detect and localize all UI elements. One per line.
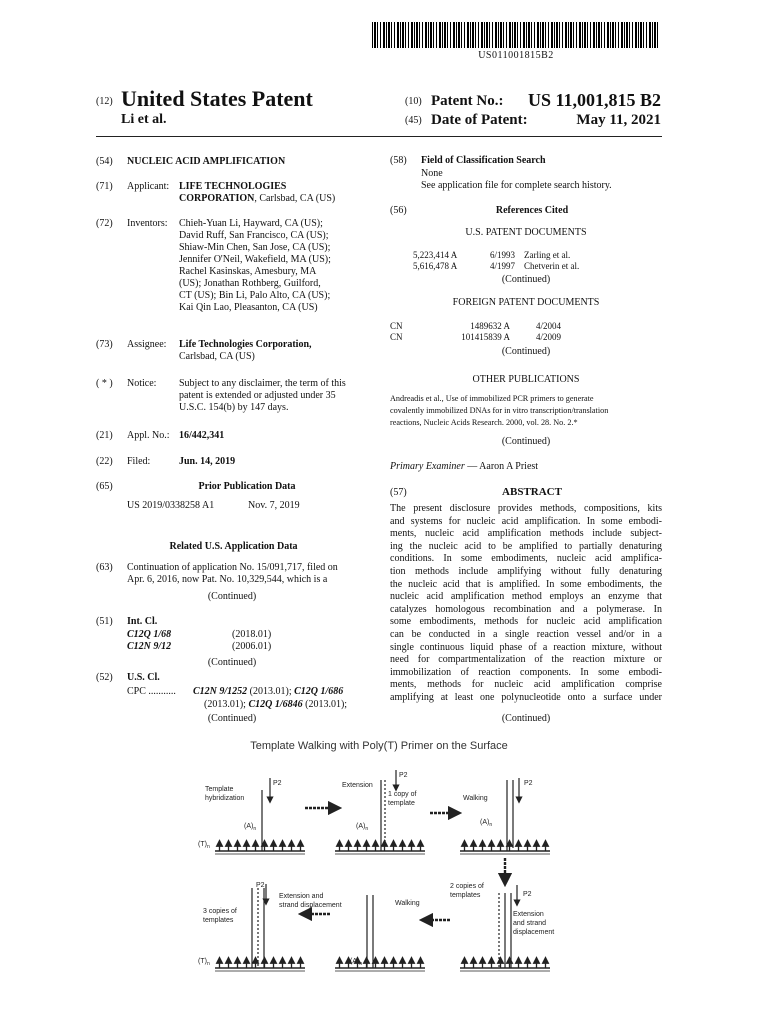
date-number: (45): [405, 115, 422, 126]
panel-label: Walking: [463, 795, 488, 802]
patent-title: NUCLEIC ACID AMPLIFICATION: [127, 156, 286, 167]
abstract-line: ing the nucleic acid to be amplified to partially denaturing: [390, 540, 662, 552]
inventor-line: Chieh-Yuan Li, Hayward, CA (US);: [179, 218, 323, 229]
applicant-label: Applicant:: [127, 181, 170, 192]
other-publications-title: OTHER PUBLICATIONS: [472, 374, 580, 385]
p2-label: P2: [256, 882, 265, 889]
citation-line: reactions, Nucleic Acids Research. 2000, vol. 28. No. 2.*: [390, 418, 578, 427]
field-21-num: (21): [96, 430, 113, 441]
us-doc-date: 6/1993: [490, 250, 516, 260]
inventor-line: David Ruff, San Francisco, CA (US);: [179, 230, 329, 241]
subscript: n: [206, 844, 210, 850]
us-doc-date: 4/1997: [490, 261, 516, 271]
notice-num: ( * ): [96, 378, 113, 389]
appl-no-value: 16/442,341: [179, 430, 225, 441]
abstract-line: ments, methods for nucleic acid amplification comprise: [390, 679, 662, 691]
notice-label: Notice:: [127, 378, 157, 389]
cpc-label: CPC ...........: [127, 686, 176, 697]
int-cl-continued: (Continued): [207, 657, 257, 668]
patno-label: Patent No.:: [431, 93, 504, 109]
panel-label: hybridization: [205, 795, 245, 802]
us-doc-author: Chetverin et al.: [524, 261, 580, 271]
panel-label: 2 copies of: [450, 883, 484, 890]
panel-label: Extension: [342, 782, 373, 789]
cpc-code: C12Q 1/686: [294, 686, 344, 697]
related-app-title: Related U.S. Application Data: [169, 541, 298, 552]
figure-title: Template Walking with Poly(T) Primer on the Surface: [250, 740, 508, 752]
inventor-line: Kai Qin Lao, Pleasanton, CA (US): [179, 302, 318, 313]
filed-label: Filed:: [127, 456, 151, 467]
subscript: n: [359, 961, 363, 967]
panel-label: template: [388, 800, 415, 807]
applicant-name-1: LIFE TECHNOLOGIES: [179, 181, 287, 192]
field-57-num: (57): [390, 487, 407, 498]
citation-line: covalently immobilized DNAs for in vitro transcription/translation: [390, 406, 609, 415]
subscript: n: [365, 826, 369, 832]
panel-label: and strand: [513, 920, 547, 927]
panel-label: 3 copies of: [203, 908, 237, 915]
us-docs-continued: (Continued): [501, 274, 551, 285]
assignee-label: Assignee:: [127, 339, 167, 350]
prior-publication-title: Prior Publication Data: [198, 481, 296, 492]
abstract-line: some embodiments, methods for nucleic acid amplification: [390, 616, 662, 628]
inventor-line: CT (US); Bin Li, Palo Alto, CA (US);: [179, 290, 331, 301]
poly-a-label: $(A)_n$: [356, 823, 369, 832]
us-docs-title: U.S. PATENT DOCUMENTS: [465, 227, 587, 238]
field-65-num: (65): [96, 481, 113, 492]
other-publications-continued: (Continued): [501, 436, 551, 447]
continuation-line: Apr. 6, 2016, now Pat. No. 10,329,544, which is a: [127, 574, 328, 585]
subscript: n: [489, 822, 493, 828]
cpc-version: (2013.01);: [247, 686, 295, 697]
search-field-title: Field of Classification Search: [421, 155, 546, 166]
foreign-number: 101415839 A: [461, 332, 510, 342]
p2-label: P2: [273, 780, 282, 787]
date-label: Date of Patent:: [431, 112, 528, 128]
continuation-line: Continuation of application No. 15/091,717, filed on: [127, 562, 338, 573]
abstract-line: tion methods include amplifying without fully denaturing: [390, 565, 662, 577]
search-field-none: None: [421, 168, 443, 179]
appl-no-label: Appl. No.:: [127, 430, 170, 441]
patno-number: (10): [405, 96, 422, 107]
notice-line: patent is extended or adjusted under 35: [179, 390, 336, 401]
assignee-location: Carlsbad, CA (US): [179, 351, 255, 362]
abstract-line: ments, nucleic acid amplification methods include subject-: [390, 528, 662, 540]
panel-label: displacement: [513, 929, 555, 936]
panel-label: 1 copy of: [388, 791, 417, 798]
inventor-line: Shiaw-Min Chen, San Jose, CA (US);: [179, 242, 331, 253]
prior-publication-date: Nov. 7, 2019: [248, 500, 300, 511]
field-72-num: (72): [96, 218, 113, 229]
us-cl-label: U.S. Cl.: [127, 672, 160, 683]
applicant-name-2: CORPORATION: [179, 193, 255, 204]
panel-label: strand displacement: [279, 902, 342, 909]
cpc-version: (2013.01);: [204, 699, 249, 710]
inventor-line: (US); Jonathan Rothberg, Guilford,: [179, 278, 321, 289]
field-58-num: (58): [390, 155, 407, 166]
abstract-line: amplifying at least one polynucleotide onto a surface under: [390, 691, 662, 703]
inventor-short: Li et al.: [121, 112, 167, 127]
notice-line: Subject to any disclaimer, the term of this: [179, 378, 346, 389]
us-doc-number: 5,223,414 A: [413, 250, 458, 260]
inventor-line: Rachel Kasinskas, Amesbury, MA: [179, 266, 317, 277]
abstract-continued: (Continued): [501, 713, 551, 724]
foreign-date: 4/2004: [536, 321, 562, 331]
poly-a-label: $(A)_n$: [244, 823, 257, 832]
patent-number: US 11,001,815 B2: [527, 90, 661, 110]
poly-a-label: $(A)_n$: [350, 958, 363, 967]
us-doc-number: 5,616,478 A: [413, 261, 458, 271]
citation-line: Andreadis et al., Use of immobilized PCR primers to generate: [390, 394, 594, 403]
foreign-country: CN: [390, 332, 403, 342]
field-71-num: (71): [96, 181, 113, 192]
assignee-name: Life Technologies Corporation,: [179, 339, 312, 350]
subscript: n: [206, 961, 210, 967]
patent-kind-title: United States Patent: [121, 86, 313, 111]
applicant-location: , Carlsbad, CA (US): [254, 193, 336, 204]
cpc-version: (2013.01);: [302, 699, 348, 710]
examiner-label: Primary Examiner: [390, 461, 465, 472]
prior-publication-number: US 2019/0338258 A1: [127, 500, 215, 511]
poly-t-label: $(T)_n$: [198, 841, 210, 850]
foreign-country: CN: [390, 321, 403, 331]
examiner-name: — Aaron A Priest: [464, 461, 539, 472]
int-cl-label: Int. Cl.: [127, 616, 158, 627]
int-cl-version: (2018.01): [232, 629, 272, 640]
field-63-num: (63): [96, 562, 113, 573]
int-cl-code: C12N 9/12: [127, 641, 172, 652]
panel-label: templates: [450, 892, 481, 899]
poly-t-label: $(T)_n$: [198, 958, 210, 967]
panel-label: Extension and: [279, 893, 324, 900]
field-22-num: (22): [96, 456, 113, 467]
panel-label: templates: [203, 917, 234, 924]
foreign-date: 4/2009: [536, 332, 562, 342]
field-51-num: (51): [96, 616, 113, 627]
poly-a-label: $(A)_n$: [480, 819, 493, 828]
field-73-num: (73): [96, 339, 113, 350]
filed-value: Jun. 14, 2019: [179, 456, 236, 467]
continuation-continued: (Continued): [207, 591, 257, 602]
us-cl-continued: (Continued): [207, 713, 257, 724]
int-cl-code: C12Q 1/68: [127, 629, 172, 640]
references-title: References Cited: [495, 205, 569, 216]
p2-label: P2: [523, 891, 532, 898]
abstract-line: nucleic acid amplification method employs an enzyme that: [390, 591, 662, 603]
field-54-num: (54): [96, 156, 113, 167]
kind-number: (12): [96, 96, 113, 107]
abstract-line: immobilization of reaction components. In some embodi-: [390, 666, 662, 678]
abstract-line: single continuous liquid phase of a reaction mixture, without: [390, 641, 662, 653]
foreign-continued: (Continued): [501, 346, 551, 357]
abstract-line: and systems for nucleic acid amplification. In some embodi-: [390, 515, 662, 527]
int-cl-version: (2006.01): [232, 641, 272, 652]
foreign-docs-title: FOREIGN PATENT DOCUMENTS: [452, 297, 600, 308]
p2-label: P2: [399, 772, 408, 779]
panel-label: Template: [205, 786, 234, 793]
date-of-patent: May 11, 2021: [576, 112, 661, 128]
us-doc-author: Zarling et al.: [524, 250, 571, 260]
inventor-line: Jennifer O'Neil, Wakefield, MA (US);: [179, 254, 331, 265]
p2-label: P2: [524, 780, 533, 787]
field-52-num: (52): [96, 672, 113, 683]
subscript: n: [253, 826, 257, 832]
search-field-note: See application file for complete search history.: [421, 180, 612, 191]
foreign-number: 1489632 A: [470, 321, 510, 331]
panel-label: Extension: [513, 911, 544, 918]
notice-line: U.S.C. 154(b) by 147 days.: [179, 402, 289, 413]
abstract-line: can be conducted in a single reaction vessel and/or in a: [390, 628, 662, 640]
abstract-line: need for compartmentalization of the reaction mixture or: [390, 654, 662, 666]
barcode-number: US011001815B2: [478, 50, 554, 61]
abstract-line: The present disclosure provides methods, compositions, kits: [390, 503, 662, 514]
abstract-line: the nucleic acid that is amplified. In some embodiments, the: [390, 578, 662, 590]
cpc-code: C12N 9/1252: [193, 686, 248, 697]
abstract-line: catalyzes homologous recombination and a polymerase. In: [390, 603, 662, 615]
panel-label: Walking: [395, 900, 420, 907]
abstract-line: conditions. In some embodiments, nucleic acid amplifica-: [390, 553, 662, 565]
field-56-num: (56): [390, 205, 407, 216]
abstract-title: ABSTRACT: [502, 486, 562, 498]
inventors-label: Inventors:: [127, 218, 168, 229]
cpc-code: C12Q 1/6846: [248, 699, 303, 710]
